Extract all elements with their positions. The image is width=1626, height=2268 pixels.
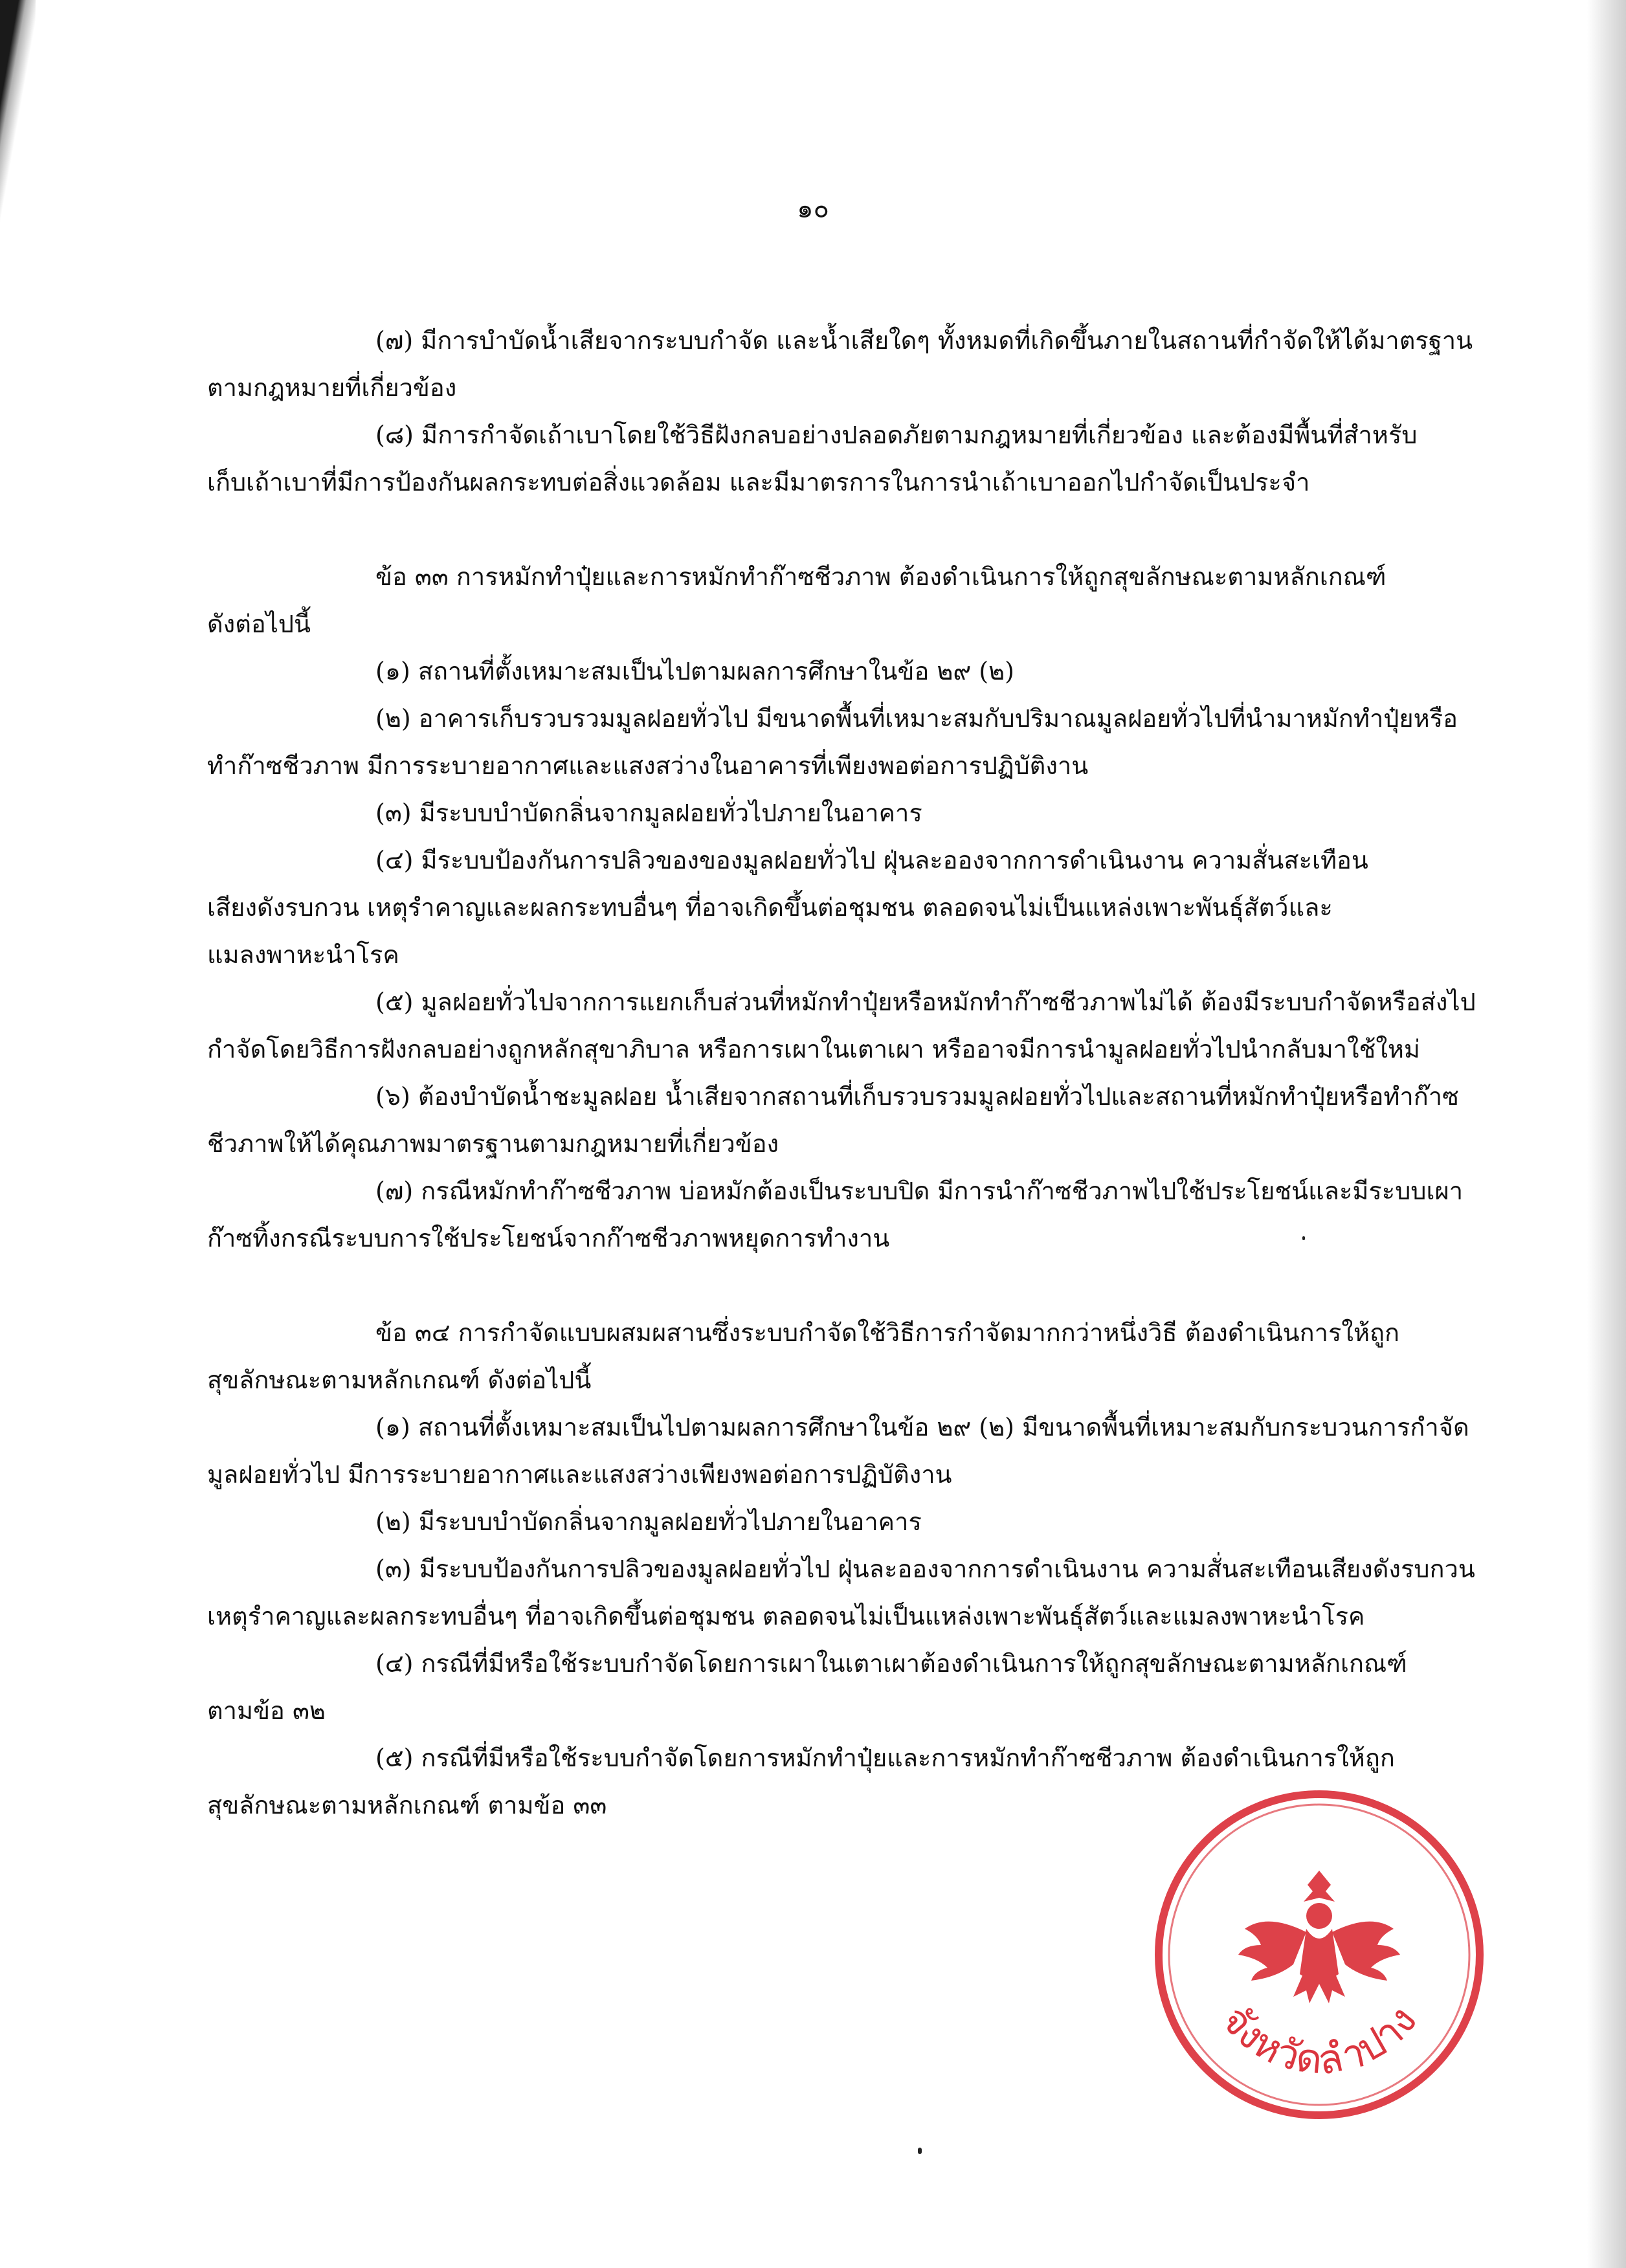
text-line: เสียงดังรบกวน เหตุรำคาญและผลกระทบอื่นๆ ที่อาจเกิดขึ้นต่อชุมชน ตลอดจนไม่เป็นแหล่งเพาะพันธุ์สัตว์และ (207, 893, 1333, 922)
text-line: (๒) อาคารเก็บรวบรวมมูลฝอยทั่วไป มีขนาดพื้นที่เหมาะสมกับปริมาณมูลฝอยทั่วไปที่นำมาหมักทำปุ๋ยหรือ (375, 704, 1458, 733)
official-seal-stamp (1151, 1786, 1487, 2123)
seal-text: จังหวัดลำปาง (1212, 1996, 1427, 2085)
text-line: ชีวภาพให้ได้คุณภาพมาตรฐานตามกฎหมายที่เกี่ยวข้อง (207, 1129, 779, 1158)
text-line: ตามกฎหมายที่เกี่ยวข้อง (207, 373, 457, 402)
text-line: (๖) ต้องบำบัดน้ำชะมูลฝอย น้ำเสียจากสถานที่เก็บรวบรวมมูลฝอยทั่วไปและสถานที่หมักทำปุ๋ยหรือทำก๊าซ (375, 1082, 1459, 1111)
section-heading-33: ข้อ ๓๓ การหมักทำปุ๋ยและการหมักทำก๊าซชีวภาพ ต้องดำเนินการให้ถูกสุขลักษณะตามหลักเกณฑ์ (375, 562, 1387, 591)
scan-shadow-left (0, 0, 65, 2268)
text-line: (๘) มีการกำจัดเถ้าเบาโดยใช้วิธีฝังกลบอย่างปลอดภัยตามกฎหมายที่เกี่ยวข้อง และต้องมีพื้นที่สำหรับ (375, 421, 1418, 449)
text-line: ตามข้อ ๓๒ (207, 1696, 326, 1725)
text-line: (๔) กรณีที่มีหรือใช้ระบบกำจัดโดยการเผาในเตาเผาต้องดำเนินการให้ถูกสุขลักษณะตามหลักเกณฑ์ (375, 1649, 1407, 1678)
paragraph-gap (207, 506, 1476, 553)
text-line: มูลฝอยทั่วไป มีการระบายอากาศและแสงสว่างเพียงพอต่อการปฏิบัติงาน (207, 1460, 952, 1489)
garuda-emblem-icon (1238, 1871, 1400, 2003)
text-line: (๑) สถานที่ตั้งเหมาะสมเป็นไปตามผลการศึกษาในข้อ ๒๙ (๒) (375, 657, 1014, 685)
text-line: เก็บเถ้าเบาที่มีการป้องกันผลกระทบต่อสิ่งแวดล้อม และมีมาตรการในการนำเถ้าเบาออกไปกำจัดเป็นประจำ (207, 468, 1310, 496)
text-line: (๗) มีการบำบัดน้ำเสียจากระบบกำจัด และน้ำเสียใดๆ ทั้งหมดที่เกิดขึ้นภายในสถานที่กำจัดให้ได้มาตรฐาน (375, 326, 1473, 355)
text-line: (๓) มีระบบป้องกันการปลิวของมูลฝอยทั่วไป ฝุ่นละอองจากการดำเนินงาน ความสั่นสะเทือนเสียงดังรบกวน (375, 1555, 1475, 1583)
text-line: (๓) มีระบบบำบัดกลิ่นจากมูลฝอยทั่วไปภายในอาคาร (375, 799, 922, 827)
text-line: (๕) กรณีที่มีหรือใช้ระบบกำจัดโดยการหมักทำปุ๋ยและการหมักทำก๊าซชีวภาพ ต้องดำเนินการให้ถูก (375, 1744, 1395, 1772)
scan-speck (1302, 1236, 1305, 1240)
text-line: เหตุรำคาญและผลกระทบอื่นๆ ที่อาจเกิดขึ้นต่อชุมชน ตลอดจนไม่เป็นแหล่งเพาะพันธุ์สัตว์และแมลงพาหะนำโรค (207, 1602, 1365, 1630)
document-body (207, 317, 1476, 1829)
text-line: ทำก๊าซชีวภาพ มีการระบายอากาศและแสงสว่างในอาคารที่เพียงพอต่อการปฏิบัติงาน (207, 751, 1089, 780)
text-line: (๑) สถานที่ตั้งเหมาะสมเป็นไปตามผลการศึกษาในข้อ ๒๙ (๒) มีขนาดพื้นที่เหมาะสมกับกระบวนการกำจัด (375, 1413, 1469, 1441)
text-line: แมลงพาหะนำโรค (207, 940, 399, 969)
scan-shadow-right (1587, 0, 1626, 2268)
text-line: สุขลักษณะตามหลักเกณฑ์ ตามข้อ ๓๓ (207, 1791, 607, 1819)
page-number: ๑๐ (797, 194, 829, 224)
paragraph-gap (207, 1262, 1476, 1309)
text-line: (๔) มีระบบป้องกันการปลิวของของมูลฝอยทั่วไป ฝุ่นละอองจากการดำเนินงาน ความสั่นสะเทือน (375, 846, 1368, 874)
text-line: (๗) กรณีหมักทำก๊าซชีวภาพ บ่อหมักต้องเป็นระบบปิด มีการนำก๊าซชีวภาพไปใช้ประโยชน์และมีระบบเผา (375, 1177, 1464, 1205)
text-line: กำจัดโดยวิธีการฝังกลบอย่างถูกหลักสุขาภิบาล หรือการเผาในเตาเผา หรืออาจมีการนำมูลฝอยทั่วไปนำกลับมาใช้ใหม่ (207, 1035, 1420, 1063)
scan-speck (918, 2148, 922, 2154)
text-line: (๕) มูลฝอยทั่วไปจากการแยกเก็บส่วนที่หมักทำปุ๋ยหรือหมักทำก๊าซชีวภาพไม่ได้ ต้องมีระบบกำจัดหรือส่งไป (375, 988, 1476, 1016)
text-line: (๒) มีระบบบำบัดกลิ่นจากมูลฝอยทั่วไปภายในอาคาร (375, 1507, 922, 1536)
text-line: ดังต่อไปนี้ (207, 610, 311, 638)
text-line: สุขลักษณะตามหลักเกณฑ์ ดังต่อไปนี้ (207, 1366, 592, 1394)
section-heading-34: ข้อ ๓๔ การกำจัดแบบผสมผสานซึ่งระบบกำจัดใช้วิธีการกำจัดมากกว่าหนึ่งวิธี ต้องดำเนินการให้ถูก (375, 1318, 1400, 1347)
svg-text:จังหวัดลำปาง (1212, 1997, 1426, 2085)
text-line: ก๊าซทิ้งกรณีระบบการใช้ประโยชน์จากก๊าซชีวภาพหยุดการทำงาน (207, 1224, 890, 1252)
